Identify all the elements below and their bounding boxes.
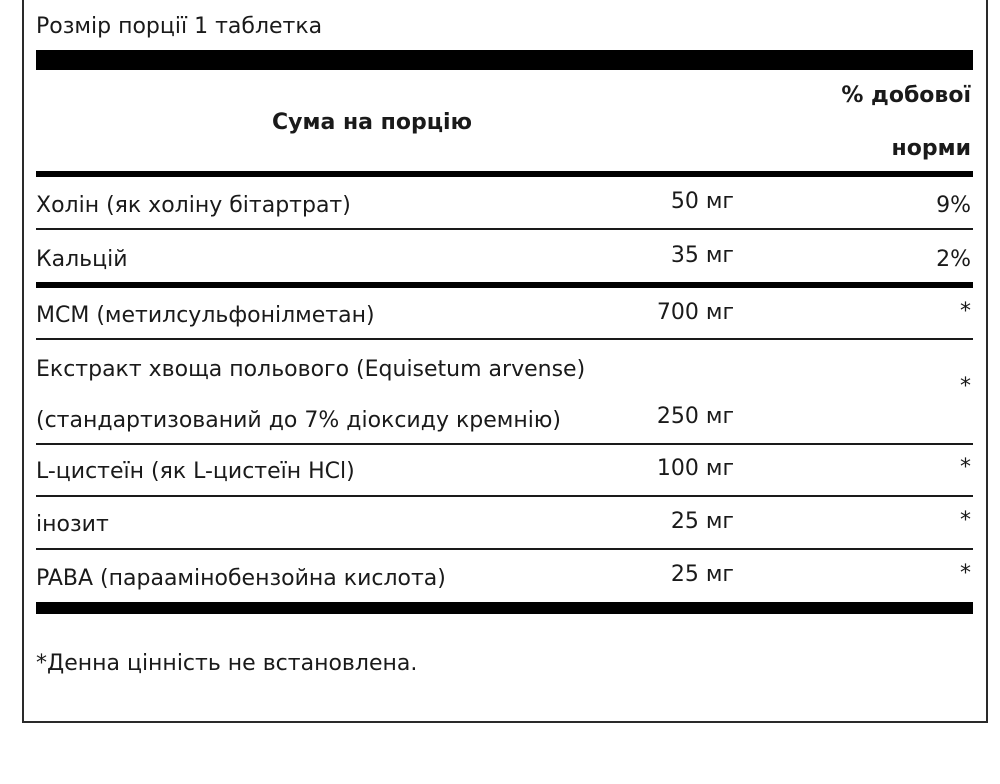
nutrient-amount: 250 мг [656, 404, 734, 429]
daily-value-header-line1: % добової [841, 83, 971, 108]
serving-size: Розмір порції 1 таблетка [36, 14, 323, 39]
nutrient-daily-value: * [960, 508, 971, 533]
divider-thick [36, 50, 973, 70]
nutrient-amount: 100 мг [656, 456, 734, 481]
nutrient-name: Кальцій [36, 247, 128, 272]
supplement-facts-panel [22, 0, 988, 723]
divider-bottom [36, 602, 973, 614]
nutrient-amount: 700 мг [656, 300, 734, 325]
nutrient-name: Екстракт хвоща польового (Equisetum arvense) [36, 357, 586, 382]
nutrient-daily-value: * [960, 561, 971, 586]
nutrient-daily-value: * [960, 374, 971, 399]
amount-per-serving-header: Сума на порцію [272, 110, 472, 135]
nutrient-name: інозит [36, 512, 109, 537]
nutrient-daily-value: * [960, 455, 971, 480]
nutrient-name: Холін (як холіну бітартрат) [36, 193, 351, 218]
nutrient-daily-value: * [960, 299, 971, 324]
divider-medium [36, 282, 973, 288]
row-divider [36, 495, 973, 497]
nutrient-amount: 25 мг [670, 509, 734, 534]
daily-value-header-line2: норми [891, 136, 971, 161]
row-divider [36, 443, 973, 445]
nutrient-name-line2: (стандартизований до 7% діоксиду кремнію) [36, 408, 561, 433]
row-divider [36, 338, 973, 340]
divider-medium [36, 171, 973, 177]
nutrient-amount: 25 мг [670, 562, 734, 587]
row-divider [36, 548, 973, 550]
nutrient-amount: 35 мг [670, 243, 734, 268]
row-divider [36, 228, 973, 230]
nutrient-name: L-цистеїн (як L-цистеїн HCl) [36, 459, 355, 484]
footnote: *Денна цінність не встановлена. [36, 651, 418, 676]
nutrient-name: МСМ (метилсульфонілметан) [36, 303, 375, 328]
nutrient-daily-value: 2% [936, 247, 971, 272]
nutrient-name: PABA (параамінобензойна кислота) [36, 566, 446, 591]
nutrient-daily-value: 9% [936, 193, 971, 218]
nutrient-amount: 50 мг [670, 189, 734, 214]
